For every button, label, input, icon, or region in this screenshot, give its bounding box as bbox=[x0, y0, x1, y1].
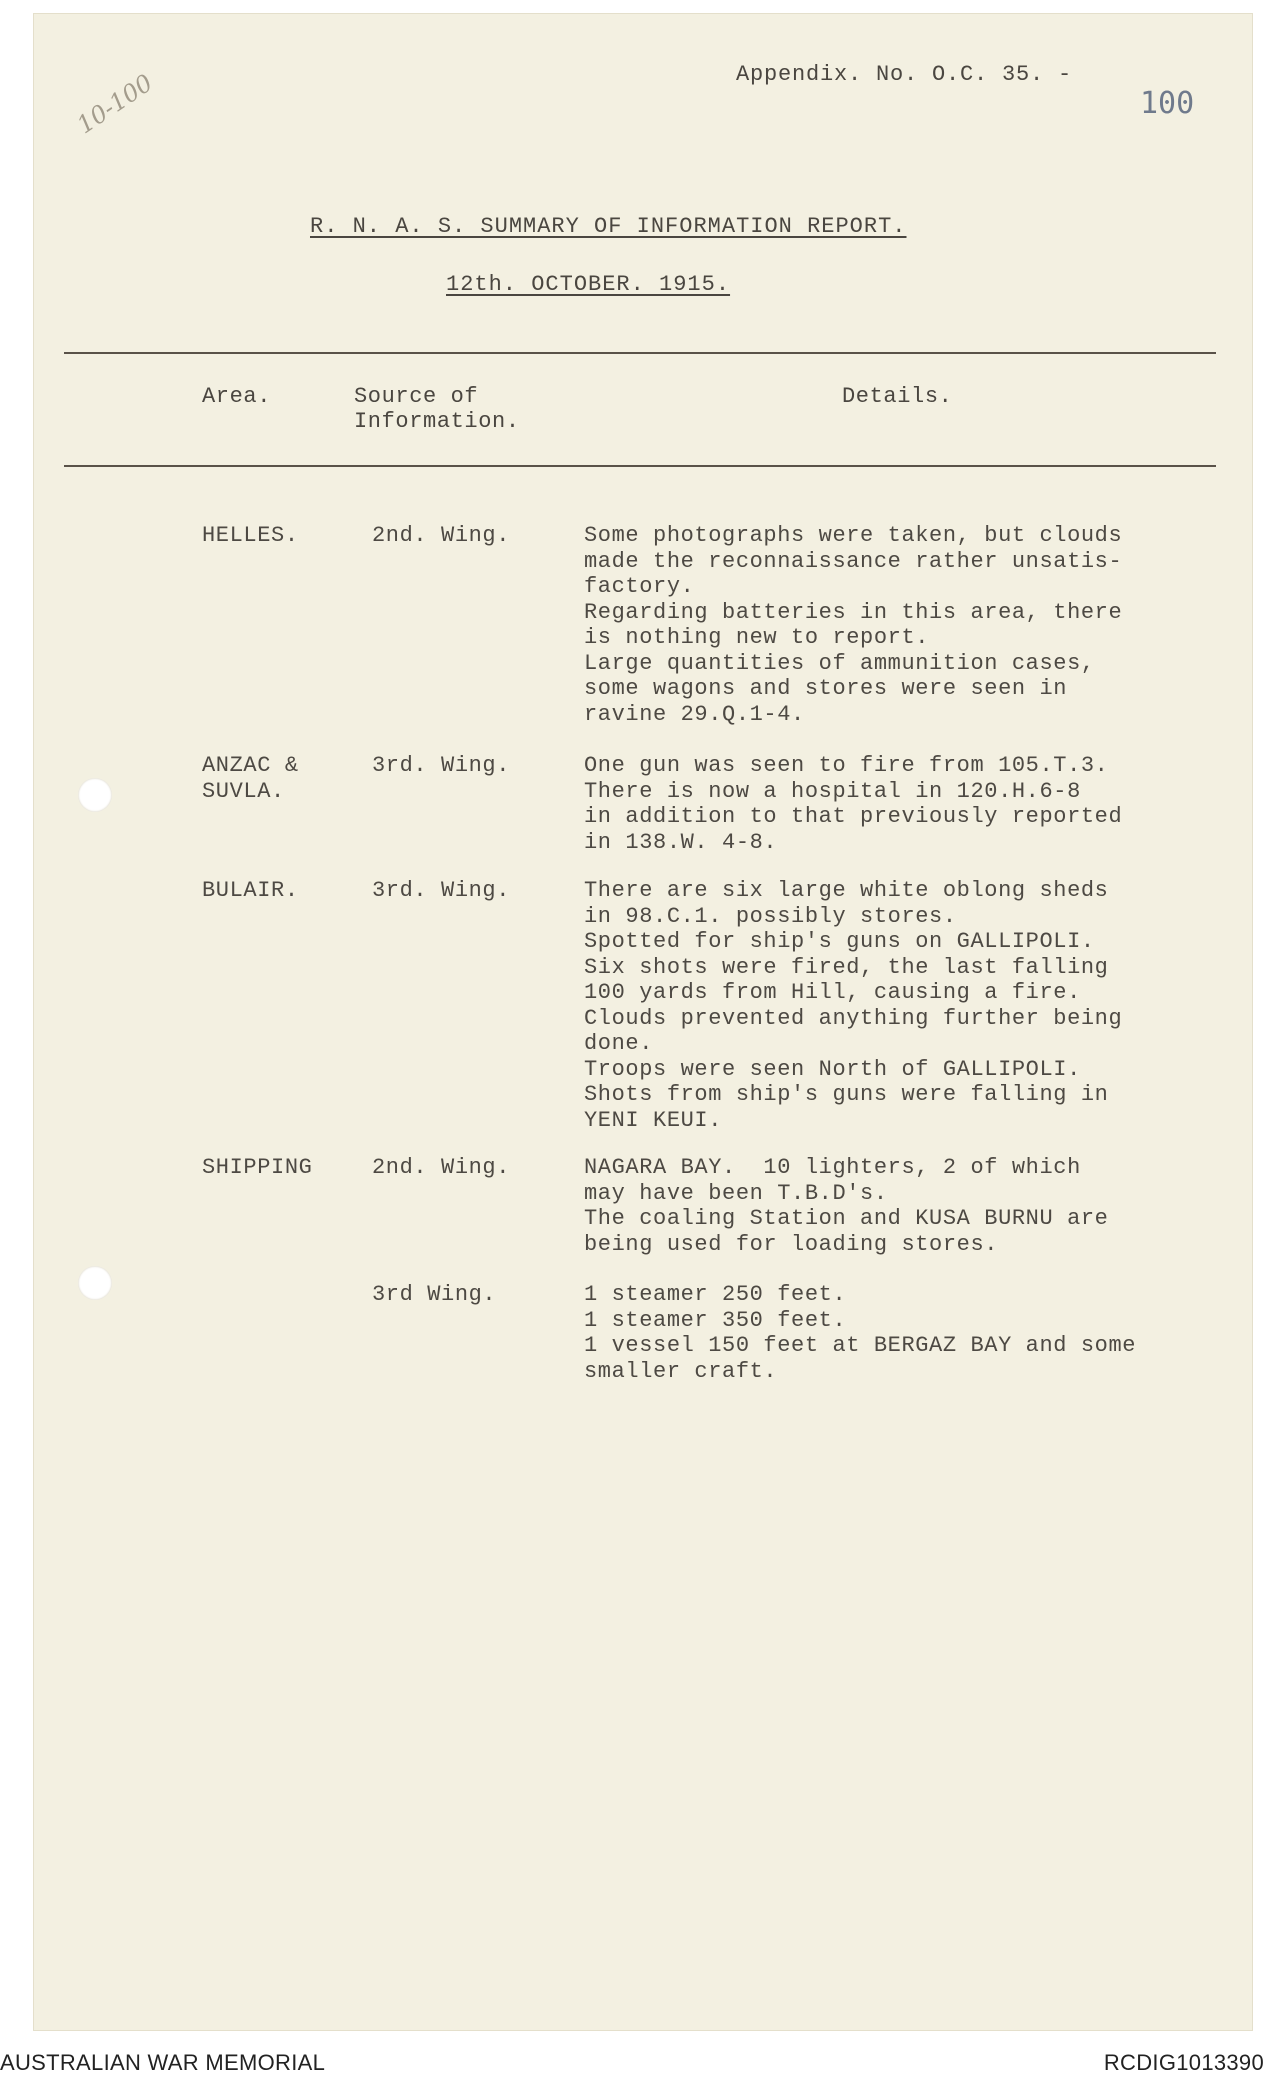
header-rule-bottom bbox=[64, 465, 1216, 467]
entry-source: 2nd. Wing. bbox=[372, 1155, 511, 1180]
column-header-source-line1: Source of bbox=[354, 384, 479, 409]
entry-details: NAGARA BAY. 10 lighters, 2 of which may have been T.B.D's. The coaling Station and KUSA BURNU are being used for loading stores. bbox=[584, 1155, 1109, 1257]
pencil-annotation: 10-100 bbox=[72, 68, 158, 140]
punch-hole-upper bbox=[78, 778, 112, 812]
appendix-reference: Appendix. No. O.C. 35. - bbox=[736, 62, 1073, 87]
punch-hole-lower bbox=[78, 1266, 112, 1300]
column-header-source-line2: Information. bbox=[354, 409, 520, 434]
entry-source: 2nd. Wing. bbox=[372, 523, 511, 548]
entry-source: 3rd Wing. bbox=[372, 1282, 497, 1307]
entry-details: Some photographs were taken, but clouds made the reconnaissance rather unsatis- factory. Regarding batteries in this area, there is nothing new to report. Large quantities of ammunition cases, some wagons and stores were seen in ravine 29.Q.1-4. bbox=[584, 523, 1123, 727]
entry-details: 1 steamer 250 feet. 1 steamer 350 feet. 1 vessel 150 feet at BERGAZ BAY and some smaller craft. bbox=[584, 1282, 1137, 1384]
header-rule-top bbox=[64, 352, 1216, 354]
entry-details: There are six large white oblong sheds in 98.C.1. possibly stores. Spotted for ship's guns on GALLIPOLI. Six shots were fired, the last falling 100 yards from Hill, causing a fire. Clouds prevented anything further being done. Troops were seen North of GALLIPOLI. Shots from ship's guns were falling in YENI KEUI. bbox=[584, 878, 1123, 1133]
entry-area: BULAIR. bbox=[202, 878, 299, 903]
column-header-area: Area. bbox=[202, 384, 272, 409]
footer-record-id: RCDIG1013390 bbox=[1103, 2050, 1264, 2075]
footer-archive-name: AUSTRALIAN WAR MEMORIAL bbox=[0, 2050, 326, 2075]
page-number-stamp: 100 bbox=[1140, 86, 1195, 121]
report-date: 12th. OCTOBER. 1915. bbox=[446, 272, 731, 297]
report-title: R. N. A. S. SUMMARY OF INFORMATION REPORT. bbox=[310, 214, 907, 239]
entry-details: One gun was seen to fire from 105.T.3. There is now a hospital in 120.H.6-8 in addition to that previously reported in 138.W. 4-8. bbox=[584, 753, 1123, 855]
column-header-details: Details. bbox=[842, 384, 953, 409]
entry-source: 3rd. Wing. bbox=[372, 878, 511, 903]
entry-area: SHIPPING bbox=[202, 1155, 313, 1180]
entry-area: HELLES. bbox=[202, 523, 299, 548]
entry-area: ANZAC & SUVLA. bbox=[202, 753, 299, 804]
entry-source: 3rd. Wing. bbox=[372, 753, 511, 778]
